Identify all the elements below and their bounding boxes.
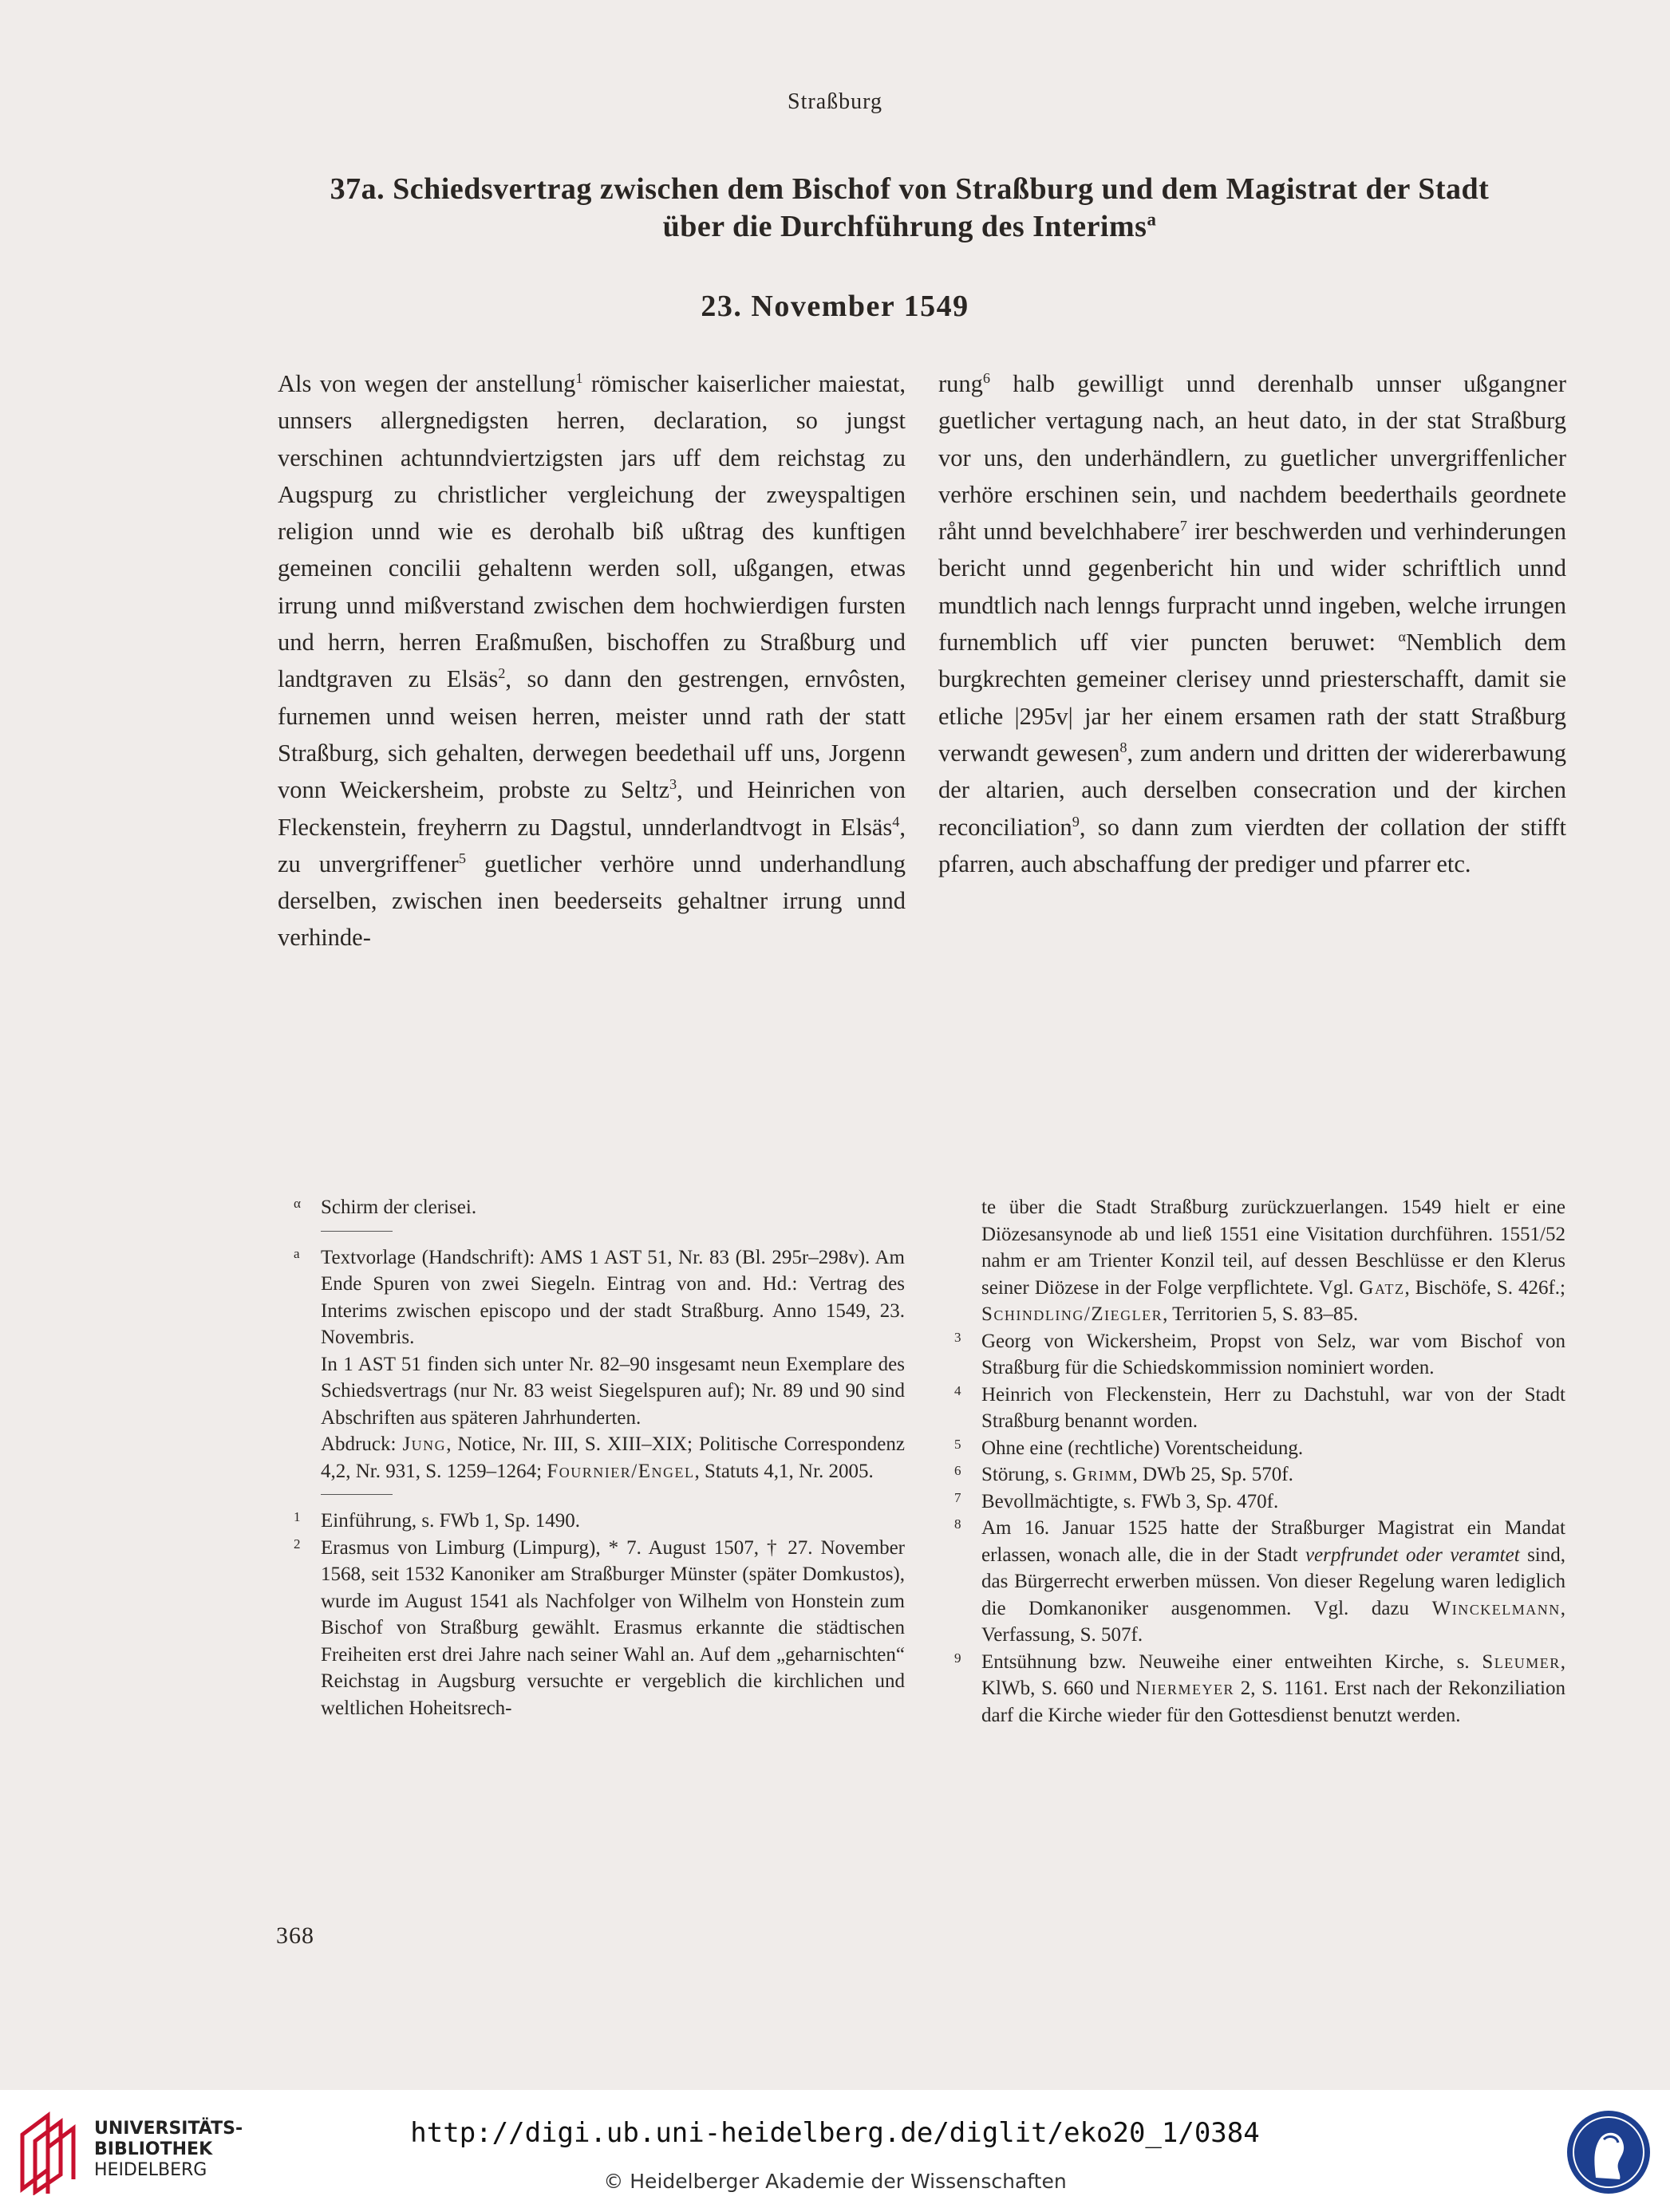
text-run: , DWb 25, Sp. 570f. <box>1132 1464 1293 1485</box>
title-line-1: 37a. Schiedsvertrag zwischen dem Bischof von Straßburg und dem Magistrat der Stadt <box>330 172 1490 206</box>
footnote-3 <box>954 1328 1565 1382</box>
copyright-notice: © Heidelberger Akademie der Wissenschaften <box>603 2170 1067 2193</box>
footnote-ref-4: 4 <box>892 813 900 830</box>
author-name: Sleumer <box>1482 1650 1561 1673</box>
text-run: , so dann zum vierdten der collation der stifft pfarren, auch abschaffung der prediger und pfarrer etc. <box>938 813 1566 877</box>
text-run: rung <box>938 370 983 397</box>
footnote-9 <box>954 1649 1565 1729</box>
author-name: Jung <box>402 1433 447 1455</box>
footnote-text: Georg von Wickersheim, Propst von Selz, war vom Bischof von Straßburg für die Schiedskommission nominiert worden. <box>981 1330 1565 1378</box>
text-run: , zu unvergriffener <box>278 813 906 877</box>
text-run: , KlWb, S. 660 und <box>981 1650 1565 1699</box>
text-run: guetlicher verhöre unnd underhandlung derselben, zwischen inen beederseits gehaltner irrung unnd verhinde- <box>278 850 906 952</box>
footnote-a <box>294 1244 905 1485</box>
footnote-mark: α <box>294 1196 301 1211</box>
text-run: römischer kaiserlicher maiestat, unnsers allergnedigsten herren, declaration, so jungst verschinen achtunndviertzigsten jars uff dem reichstag zu Augspurg zu christlicher vergleichung der zweyspaltigen religion unnd wie es derohalb biß ußtrag des kunftigen gemeinen concilii gehaltenn werden soll, ußgangen, etwas irrung unnd mißverstand zwischen dem hochwierdigen fursten und herrn, herren Eraßmußen, bischoffen zu Straßburg und landtgraven zu Elsäs <box>278 370 906 693</box>
footnote-text: Schirm der clerisei. <box>321 1197 477 1218</box>
footnotes-left-column <box>294 1194 905 1721</box>
footnote-text: Ohne eine (rechtliche) Vorentscheidung. <box>981 1437 1304 1459</box>
document-title <box>239 171 1580 246</box>
footnote-6 <box>954 1461 1565 1488</box>
text-run: Am 16. Januar 1525 hatte der Straßburger Magistrat ein Mandat erlassen, wonach alle, die in der Stadt <box>981 1517 1565 1566</box>
footnote-mark-spacer <box>954 1194 981 1328</box>
footnote-text <box>981 1194 1565 1328</box>
footnote-ref-3: 3 <box>669 776 677 793</box>
footnote-mark: 2 <box>294 1536 301 1552</box>
footnote-1 <box>294 1508 905 1535</box>
text-run: , Verfassung, S. 507f. <box>981 1597 1565 1646</box>
footnote-text <box>981 1649 1565 1729</box>
footnote-mark: 7 <box>954 1489 961 1505</box>
footnote-alpha <box>294 1194 905 1221</box>
title-line-2-text: über die Durchführung des Interims <box>662 210 1147 243</box>
footnote-marker-a: a <box>1147 209 1157 230</box>
footnote-ref-2: 2 <box>498 665 506 682</box>
footnote-ref-9: 9 <box>1072 813 1080 830</box>
footnote-mark: 8 <box>954 1516 961 1532</box>
author-name: Niermeyer <box>1135 1678 1235 1699</box>
permalink-url[interactable]: http://digi.ub.uni-heidelberg.de/diglit/eko20_1/0384 <box>410 2117 1260 2149</box>
running-header: Straßburg <box>788 89 882 114</box>
footnote-paragraph <box>321 1431 905 1485</box>
text-run: halb gewilligt unnd derenhalb unnser ußgangner guetlicher vertagung nach, an heut dato, in der stat Straßburg vor uns, den underhändlern, zu guetlicher unvergriffenlicher verhöre erschinen sein, und nachdem beederthails geordnete råht unnd bevelchhabere <box>938 370 1566 546</box>
footnote-mark: a <box>294 1245 300 1261</box>
text-run: , Statuts 4,1, Nr. 2005. <box>694 1460 874 1482</box>
author-name: Gatz <box>1359 1276 1405 1299</box>
body-paragraph-left <box>278 365 906 956</box>
footnote-ref-1: 1 <box>575 369 583 386</box>
footnote-ref-8: 8 <box>1119 739 1127 755</box>
footnote-divider <box>321 1494 393 1495</box>
body-text-left-column <box>278 365 906 956</box>
body-text-right-column <box>938 365 1566 882</box>
footnote-text <box>321 1244 905 1485</box>
text-run: Entsühnung bzw. Neuweihe einer entweihten Kirche, s. <box>981 1650 1482 1673</box>
title-line-2 <box>239 208 1580 246</box>
text-run: , Bischöfe, S. 426f.; <box>1404 1276 1565 1299</box>
text-run: , Territorien 5, S. 83–85. <box>1163 1303 1359 1325</box>
page-number: 368 <box>276 1922 314 1949</box>
footnote-text: Erasmus von Limburg (Limpurg), * 7. August 1507, † 27. November 1568, seit 1532 Kanoniker am Straßburger Münster (später Domkustos), wurde im August 1541 als Nachfolger von Wilhelm von Honstein zum Bischof von Straßburg gewählt. Erasmus erkannte die städtischen Freiheiten erst drei Jahre nach seiner Wahl an. Auf dem „geharnischten“ Reichstag in Augsburg versuchte er vergeblich die kirchlichen und weltlichen Hoheitsrech- <box>321 1536 905 1719</box>
author-name: Grimm <box>1072 1464 1133 1485</box>
footnote-7 <box>954 1488 1565 1516</box>
footnote-text: Bevollmächtigte, s. FWb 3, Sp. 470f. <box>981 1490 1279 1512</box>
footnote-text: Heinrich von Fleckenstein, Herr zu Dachstuhl, war von der Stadt Straßburg benannt worden. <box>981 1383 1565 1432</box>
footnote-mark: 1 <box>294 1509 301 1524</box>
text-run: irer beschwerden und verhinderungen bericht unnd gegenbericht hin und wider schriftlich unnd mundtlich nach lenngs furpracht unnd ingeben, welche irrungen furnemblich uff vier puncten beruwet: <box>938 518 1566 657</box>
text-run: te über die Stadt Straßburg zurückzuerlangen. 1549 hielt er eine Diözesansynode ab und ließ 1551 eine Visitation durchführen. 1551/52 nahm er am Trienter Konzil teil, auf dessen Beschlüsse er den Klerus seiner Diözese in der Folge verpflichtete. Vgl. <box>981 1197 1565 1299</box>
library-name-line: UNIVERSITÄTS- <box>94 2119 243 2139</box>
footnote-mark: 6 <box>954 1463 961 1478</box>
footnote-mark: 3 <box>954 1329 961 1345</box>
text-run: 2, S. 1161. Erst nach der Rekonziliation darf die Kirche wieder für den Gottesdienst benutzt werden. <box>981 1678 1566 1726</box>
footnote-ref-alpha: α <box>1398 628 1406 645</box>
footnote-paragraph: Textvorlage (Handschrift): AMS 1 AST 51, Nr. 83 (Bl. 295r–298v). Am Ende Spuren von zwei Siegeln. Eintrag von and. Hd.: Vertrag des Interims zwischen episcopo und der stadt Straßburg. Anno 1549, 23. Novembris. <box>321 1246 905 1348</box>
text-run: Abdruck: <box>321 1433 403 1455</box>
footnote-mark: 5 <box>954 1436 961 1452</box>
author-name: Schindling/Ziegler <box>981 1303 1163 1325</box>
academy-seal-icon <box>1564 2108 1653 2197</box>
footnote-2 <box>294 1535 905 1722</box>
footnote-ref-7: 7 <box>1179 518 1187 534</box>
library-name-line: BIBLIOTHEK <box>94 2139 213 2159</box>
author-name: Winckelmann <box>1431 1597 1561 1619</box>
text-run: , und Heinrichen von Fleckenstein, freyherrn zu Dagstul, unnderlandtvogt in Elsäs <box>278 776 906 841</box>
footnotes-right-column <box>954 1194 1565 1729</box>
footnote-mark: 9 <box>954 1650 961 1666</box>
footnote-8 <box>954 1515 1565 1649</box>
library-name-line: HEIDELBERG <box>94 2160 207 2180</box>
footnote-2-continued <box>954 1194 1565 1328</box>
italic-quote: verpfrundet oder veramtet <box>1305 1544 1520 1566</box>
text-run: Störung, s. <box>981 1464 1072 1485</box>
library-footer <box>0 2090 1670 2212</box>
text-run: , zum andern und dritten der widererbawung der altarien, auch derselben consecration und der kirchen reconciliation <box>938 739 1566 841</box>
text-run: Nemblich dem burgkrechten gemeiner clerisey unnd priesterschafft, damit sie etliche |295v| jar her einem ersamen rath der statt Straßburg verwandt gewesen <box>938 629 1566 767</box>
body-paragraph-right <box>938 365 1566 882</box>
document-date: 23. November 1549 <box>701 290 969 323</box>
footnote-text <box>981 1461 1565 1488</box>
footnote-paragraph: In 1 AST 51 finden sich unter Nr. 82–90 insgesamt neun Exemplare des Schiedsvertrags (nur Nr. 83 weist Siegelspuren auf); Nr. 89 und 90 sind Abschriften aus späteren Jahrhunderten. <box>321 1353 905 1429</box>
footnote-5 <box>954 1435 1565 1462</box>
footnote-divider <box>321 1231 393 1232</box>
footnote-ref-6: 6 <box>982 369 991 386</box>
footnote-4 <box>954 1382 1565 1435</box>
author-name: Fournier/Engel <box>547 1460 695 1482</box>
text-run: sind, das Bürgerrecht erwerben müssen. Von dieser Regelung waren lediglich die Domkanoniker ausgenommen. Vgl. dazu <box>981 1544 1565 1619</box>
footnote-text <box>981 1515 1565 1649</box>
footnote-mark: 4 <box>954 1382 961 1398</box>
text-run: , Notice, Nr. III, S. XIII–XIX; Politische Correspondenz 4,2, Nr. 931, S. 1259–1264; <box>321 1433 905 1482</box>
text-run: , so dann den gestrengen, ernvôsten, furnemen unnd weisen herren, meister unnd rath der statt Straßburg, sich gehalten, derwegen beedethail uff uns, Jorgenn vonn Weickersheim, probste zu Seltz <box>278 665 906 804</box>
footnote-ref-5: 5 <box>458 850 466 866</box>
footnote-text: Einführung, s. FWb 1, Sp. 1490. <box>321 1510 580 1532</box>
text-run: Als von wegen der anstellung <box>278 370 576 397</box>
